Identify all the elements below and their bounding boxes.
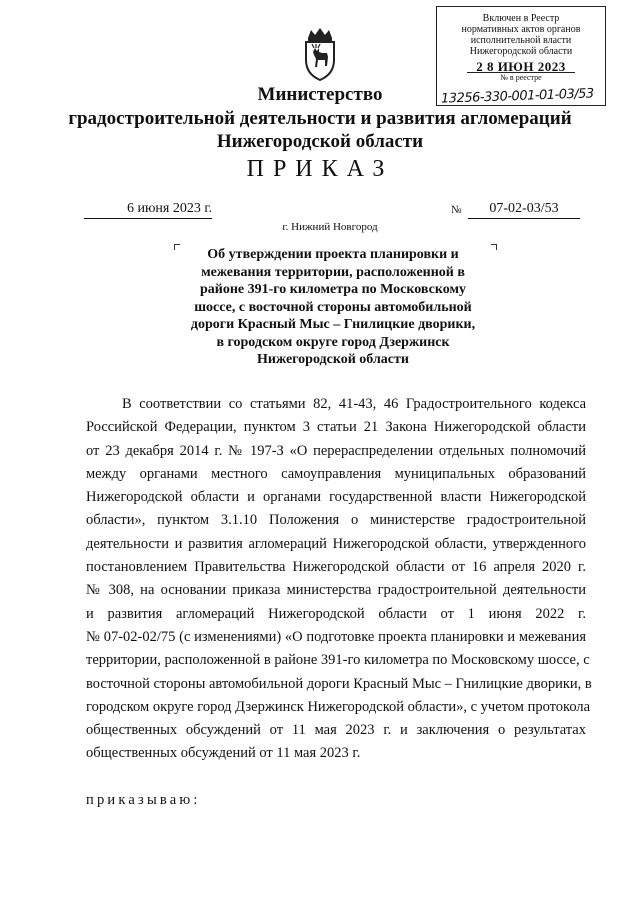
ministry-name-line-1: Министерство [257, 84, 383, 105]
order-date: 6 июня 2023 г. [84, 201, 212, 219]
order-directive: приказываю: [86, 792, 201, 808]
body-line: между органами местного самоуправления муниципальных образований [86, 465, 586, 482]
ministry-name-line-3: Нижегородской области [216, 131, 424, 152]
order-subject [180, 246, 486, 369]
body-line: и развития агломераций Нижегородской области от 1 июня 2022 г. [86, 605, 586, 622]
stamp-line-3: исполнительной власти [470, 35, 572, 46]
subject-line: межевания территории, расположенной в [201, 264, 465, 280]
body-line: общественных обсуждений от 11 мая 2023 г. [86, 745, 361, 762]
body-line: общественных обсуждений от 11 мая 2023 г. и заключения о результатах [86, 722, 586, 739]
body-line: области», пунктом 3.1.10 Положения о министерстве градостроительной [86, 512, 586, 529]
subject-line: в городском округе город Дзержинск [216, 334, 450, 350]
body-line: от 23 декабря 2014 г. № 197-З «О перераспределении отдельных полномочий [86, 442, 586, 459]
subject-line: районе 391-го километра по Московскому [199, 282, 467, 297]
ministry-name-line-2: градостроительной деятельности и развития агломераций [68, 108, 572, 129]
order-number: 07-02-03/53 [468, 201, 580, 219]
document-type-title: ПРИКАЗ [246, 156, 394, 182]
body-line: № 308, на основании приказа министерства градостроительной деятельности [86, 582, 586, 599]
subject-line: Об утверждении проекта планировки и [207, 247, 459, 262]
stamp-registry-label: № в реестре [500, 73, 542, 82]
stamp-line-4: Нижегородской области [469, 46, 573, 57]
subject-line: дороги Красный Мыс – Гнилицкие дворики, [190, 317, 476, 332]
subject-line: шоссе, с восточной стороны автомобильной [194, 299, 472, 315]
order-preamble [86, 393, 592, 766]
subject-line: Нижегородской области [257, 352, 409, 367]
body-line: Российской Федерации, пунктом 3 статьи 21 Закона Нижегородской области [86, 419, 586, 436]
body-line: деятельности и развития агломераций Нижегородской области, утвержденного [86, 535, 586, 552]
stamp-registry-number: 13256-330-001-01-03/53 [440, 86, 594, 107]
body-line: восточной стороны автомобильной дороги Красный Мыс – Гнилицкие дворики, в [86, 675, 592, 692]
order-number-label: № [451, 204, 462, 216]
subject-corner-mark-right [491, 244, 497, 250]
issue-city: г. Нижний Новгород [282, 221, 378, 233]
body-line: № 07-02-02/75 (с изменениями) «О подготовке проекта планировки и межевания [86, 628, 586, 645]
body-line: Нижегородской области и органами государственной власти Нижегородской [86, 489, 586, 506]
body-line: постановлением Правительства Нижегородской области от 16 апреля 2020 г. [86, 559, 586, 576]
stamp-line-2: нормативных актов органов [461, 24, 581, 35]
coat-of-arms-icon [298, 26, 342, 82]
stamp-date: 2 8 ИЮН 2023 [467, 61, 575, 73]
body-line: территории, расположенной в районе 391-го километра по Московскому шоссе, с [86, 652, 590, 669]
body-line: городском округе город Дзержинск Нижегородской области», с учетом протокола [86, 698, 591, 715]
body-line: В соответствии со статьями 82, 41-43, 46 Градостроительного кодекса [122, 396, 586, 412]
stamp-line-1: Включен в Реестр [482, 13, 560, 24]
